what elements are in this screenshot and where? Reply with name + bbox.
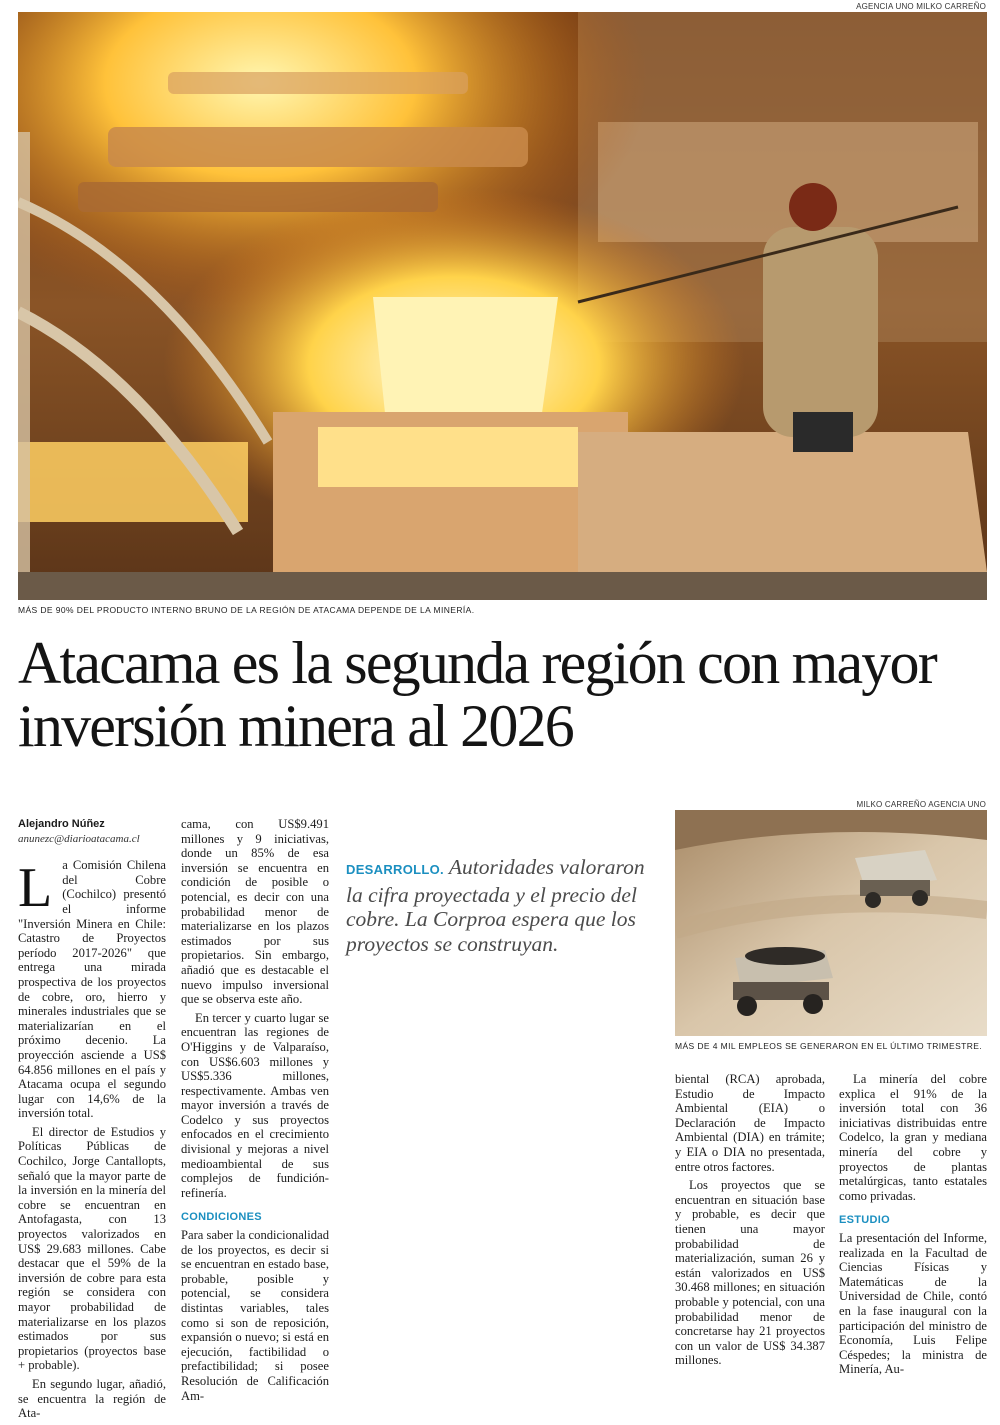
article-column-3	[675, 1072, 825, 1372]
col1-paragraph-2: El director de Estudios y Políticas Públicas de Cochilco, Jorge Cantallopts, señaló que la mayor parte de la inversión en la minería del cobre se encuentran en Antofagasta, con 13 proyectos valorizados en US$ 29.683 millones. Cabe destacar que el 59% de la inversión de cobre para esta región se considera con mayor probabilidad de materializarse en los plazos estimados por sus propietarios (proyectos base + probable).	[18, 1124, 166, 1373]
top-photo-caption: MÁS DE 90% DEL PRODUCTO INTERNO BRUNO DE LA REGIÓN DE ATACAMA DEPENDE DE LA MINERÍA.	[18, 605, 475, 615]
col3-paragraph-2: Los proyectos que se encuentran en situación base y probable, es decir que tienen una mayor probabilidad de materialización, suman 26 y están valorizados en US$ 30.468 millones; en situación probable y potencial, con una probabilidad menor de concretarse hay 21 proyectos con un valor de US$ 34.387 millones.	[675, 1178, 825, 1368]
subhead-estudio: ESTUDIO	[839, 1214, 890, 1227]
article-column-4	[839, 1072, 987, 1381]
col1-paragraph-3: En segundo lugar, añadió, se encuentra la región de Ata-	[18, 1376, 166, 1421]
drop-cap: L	[18, 857, 53, 920]
col4-paragraph-2: La presentación del Informe, realizada en la Facultad de Ciencias Físicas y Matemáticas de la Universidad de Chile, contó en la fase inaugural con la participación del ministro de Economía, Luis Felipe Céspedes; la ministra de Minería, Au-	[839, 1230, 987, 1377]
pull-quote-tag: DESARROLLO.	[346, 862, 444, 877]
headline: Atacama es la segunda región con mayor inversión minera al 2026	[18, 630, 936, 759]
subhead-condiciones: CONDICIONES	[181, 1211, 262, 1224]
top-photo-smelter	[18, 12, 987, 600]
col1-paragraph-1: a Comisión Chilena del Cobre (Cochilco) presentó el informe "Inversión Minera en Chile: Catastro de Proyectos período 2017-2026" que entrega una mirada prospectiva de los proyectos de cobre, oro, hierro y minerales industriales que se materializarían en el próximo decenio. La proyección asciende a US$ 64.856 millones en el país y Atacama ocupa el segundo lugar con 14,6% de la inversión total.	[18, 858, 166, 1121]
byline-email: anunezc@diarioatacama.cl	[18, 832, 140, 845]
side-photo-credit: MILKO CARREÑO AGENCIA UNO	[856, 800, 986, 809]
pull-quote-text: Autoridades valoraron la cifra proyectada y el precio del cobre. La Corproa espera que los proyectos se construyan.	[346, 855, 645, 956]
byline-author: Alejandro Núñez	[18, 818, 105, 830]
article-column-2	[181, 817, 329, 1407]
col2-paragraph-1: cama, con US$9.491 millones y 9 iniciativas, donde un 85% de esa inversión se encuentra en condición de posible o potencial, es decir con una probabilidad menor de materializarse en los plazos estimados por sus propietarios. Sin embargo, añadió que es destacable el nuevo impulso inversional que se observa este año.	[181, 817, 329, 1007]
pull-quote	[346, 855, 646, 956]
col2-paragraph-3: Para saber la condicionalidad de los proyectos, es decir si se encuentran en estado base, probable, posible y potencial, se considera distintas variables, tales como si son de reposición, expansión o nuevo; si está en ejecución, factibilidad o prefactibilidad; si posee Resolución de Calificación Am-	[181, 1228, 329, 1403]
article-column-1	[18, 817, 166, 1425]
top-photo-credit: AGENCIA UNO MILKO CARREÑO	[856, 2, 986, 11]
col2-paragraph-2: En tercer y cuarto lugar se encuentran las regiones de O'Higgins y de Valparaíso, con US$6.603 millones y US$5.336 millones, respectivamente. Ambas ven mayor inversión a través de Codelco y sus proyectos enfocados en el crecimiento divisional y mejoras a nivel medioambiental de sus complejos de fundición-refinería.	[181, 1010, 329, 1200]
side-photo-trucks	[675, 810, 987, 1036]
side-photo-caption: MÁS DE 4 MIL EMPLEOS SE GENERARON EN EL ÚLTIMO TRIMESTRE.	[675, 1041, 983, 1051]
col4-paragraph-1: La minería del cobre explica el 91% de la inversión total con 36 iniciativas distribuidas entre Codelco, la gran y mediana minería del cobre y proyectos de plantas metalúrgicas, tanto estatales como privadas.	[839, 1072, 987, 1203]
col3-paragraph-1: biental (RCA) aprobada, Estudio de Impacto Ambiental (EIA) o Declaración de Impacto Ambiental (DIA) en trámite; y EIA o DIA no presentada, entre otros factores.	[675, 1072, 825, 1174]
